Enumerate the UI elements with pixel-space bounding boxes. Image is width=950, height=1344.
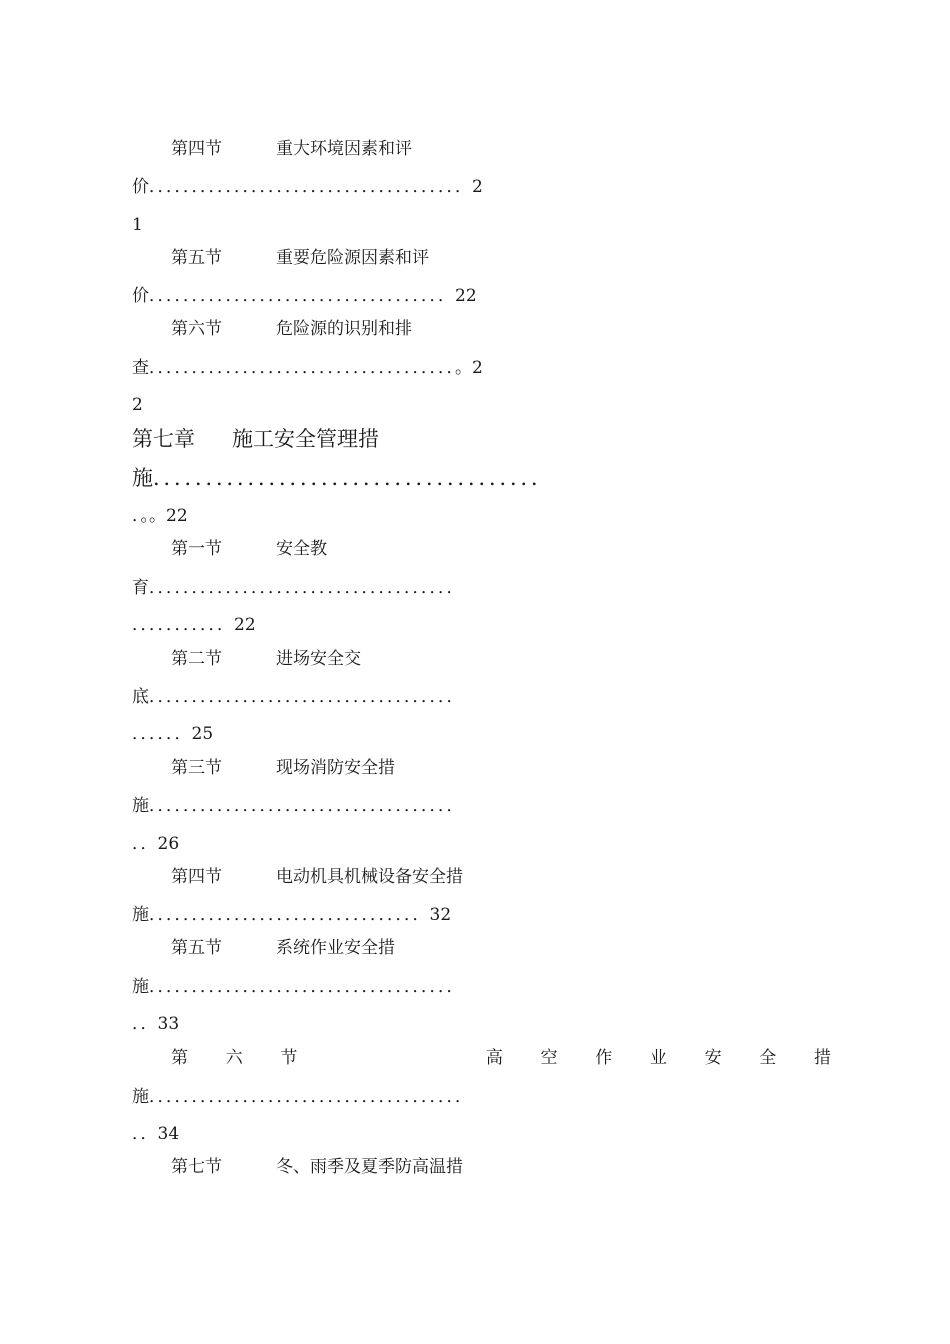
toc-char: 业 [649,1048,667,1068]
toc-entry-title: 进场安全交 [276,649,361,669]
toc-leader-line: 施．．．．．．．．．．．．．．．．．．．．．．．．．．．．．．．．32 [132,905,452,925]
toc-chapter-label: 第七章 [132,427,195,451]
toc-leader-continued: ．。。22 [132,506,188,526]
toc-entry-title: 冬、雨季及夏季防高温措 [276,1157,463,1177]
toc-leader-continued: ．．33 [132,1014,180,1034]
toc-leader-line: 价．．．．．．．．．．．．．．．．．．．．．．．．．．．．．．．．．．．22 [132,286,477,306]
toc-leader-line: 底．．．．．．．．．．．．．．．．．．．．．．．．．．．．．．．．．．．． [132,687,464,707]
toc-leader-line: 施．．．．．．．．．．．．．．．．．．．．．．．．．．．．．．．．．．．． [132,796,464,816]
toc-entry-section-label: 第二节 [171,649,222,669]
toc-leader-line: 查．．．．．．．．．．．．．．．．．．．．．．．．．．．．．．．．．．．．。2 [132,358,483,378]
toc-entry-title: 安全教 [276,539,327,559]
toc-entry-section-label: 第五节 [171,248,222,268]
toc-char: 空 [540,1048,558,1068]
toc-entry-title: 电动机具机械设备安全措 [276,867,463,887]
toc-leader-line: 施．．．．．．．．．．．．．．．．．．．．．．．．．．．．．．．．．．．．． [132,466,552,490]
toc-entry-section-label: 第一节 [171,539,222,559]
toc-entry-title: 危险源的识别和排 [276,319,412,339]
toc-entry-section-label: 第五节 [171,938,222,958]
toc-char: 第 [171,1048,188,1068]
toc-chapter-title: 施工安全管理措 [232,427,379,451]
toc-char: 全 [759,1048,777,1068]
toc-char: 六 [225,1048,243,1068]
toc-leader-continued: ．．26 [132,834,180,854]
toc-entry-section-label: 第四节 [171,867,222,887]
toc-entry-section-label: 第三节 [171,758,222,778]
toc-entry-title: 系统作业安全措 [276,938,395,958]
toc-entry-section-label: 第四节 [171,139,222,159]
toc-leader-continued: ．．．．．．25 [132,724,214,744]
toc-entry-justified [171,1047,831,1069]
toc-char: 作 [595,1048,613,1068]
toc-char: 高 [485,1048,503,1068]
toc-entry-section-label: 第七节 [171,1157,222,1177]
toc-char: 措 [813,1048,831,1068]
toc-entry-title: 重要危险源因素和评 [276,248,429,268]
toc-leader-continued: ．．34 [132,1124,180,1144]
toc-leader-continued: ．．．．．．．．．．．22 [132,615,256,635]
toc-leader-line: 价．．．．．．．．．．．．．．．．．．．．．．．．．．．．．．．．．．．．．2 [132,177,483,197]
toc-page-number-continued: 1 [132,215,143,235]
toc-page-number-continued: 2 [132,395,143,415]
toc-entry-title: 现场消防安全措 [276,758,395,778]
toc-entry-title: 重大环境因素和评 [276,139,412,159]
toc-leader-line: 施．．．．．．．．．．．．．．．．．．．．．．．．．．．．．．．．．．．．． [132,1087,472,1107]
toc-leader-line: 施．．．．．．．．．．．．．．．．．．．．．．．．．．．．．．．．．．．． [132,977,464,997]
toc-char: 节 [280,1048,298,1068]
toc-leader-line: 育．．．．．．．．．．．．．．．．．．．．．．．．．．．．．．．．．．．． [132,578,464,598]
toc-char: 安 [704,1048,722,1068]
toc-entry-section-label: 第六节 [171,319,222,339]
